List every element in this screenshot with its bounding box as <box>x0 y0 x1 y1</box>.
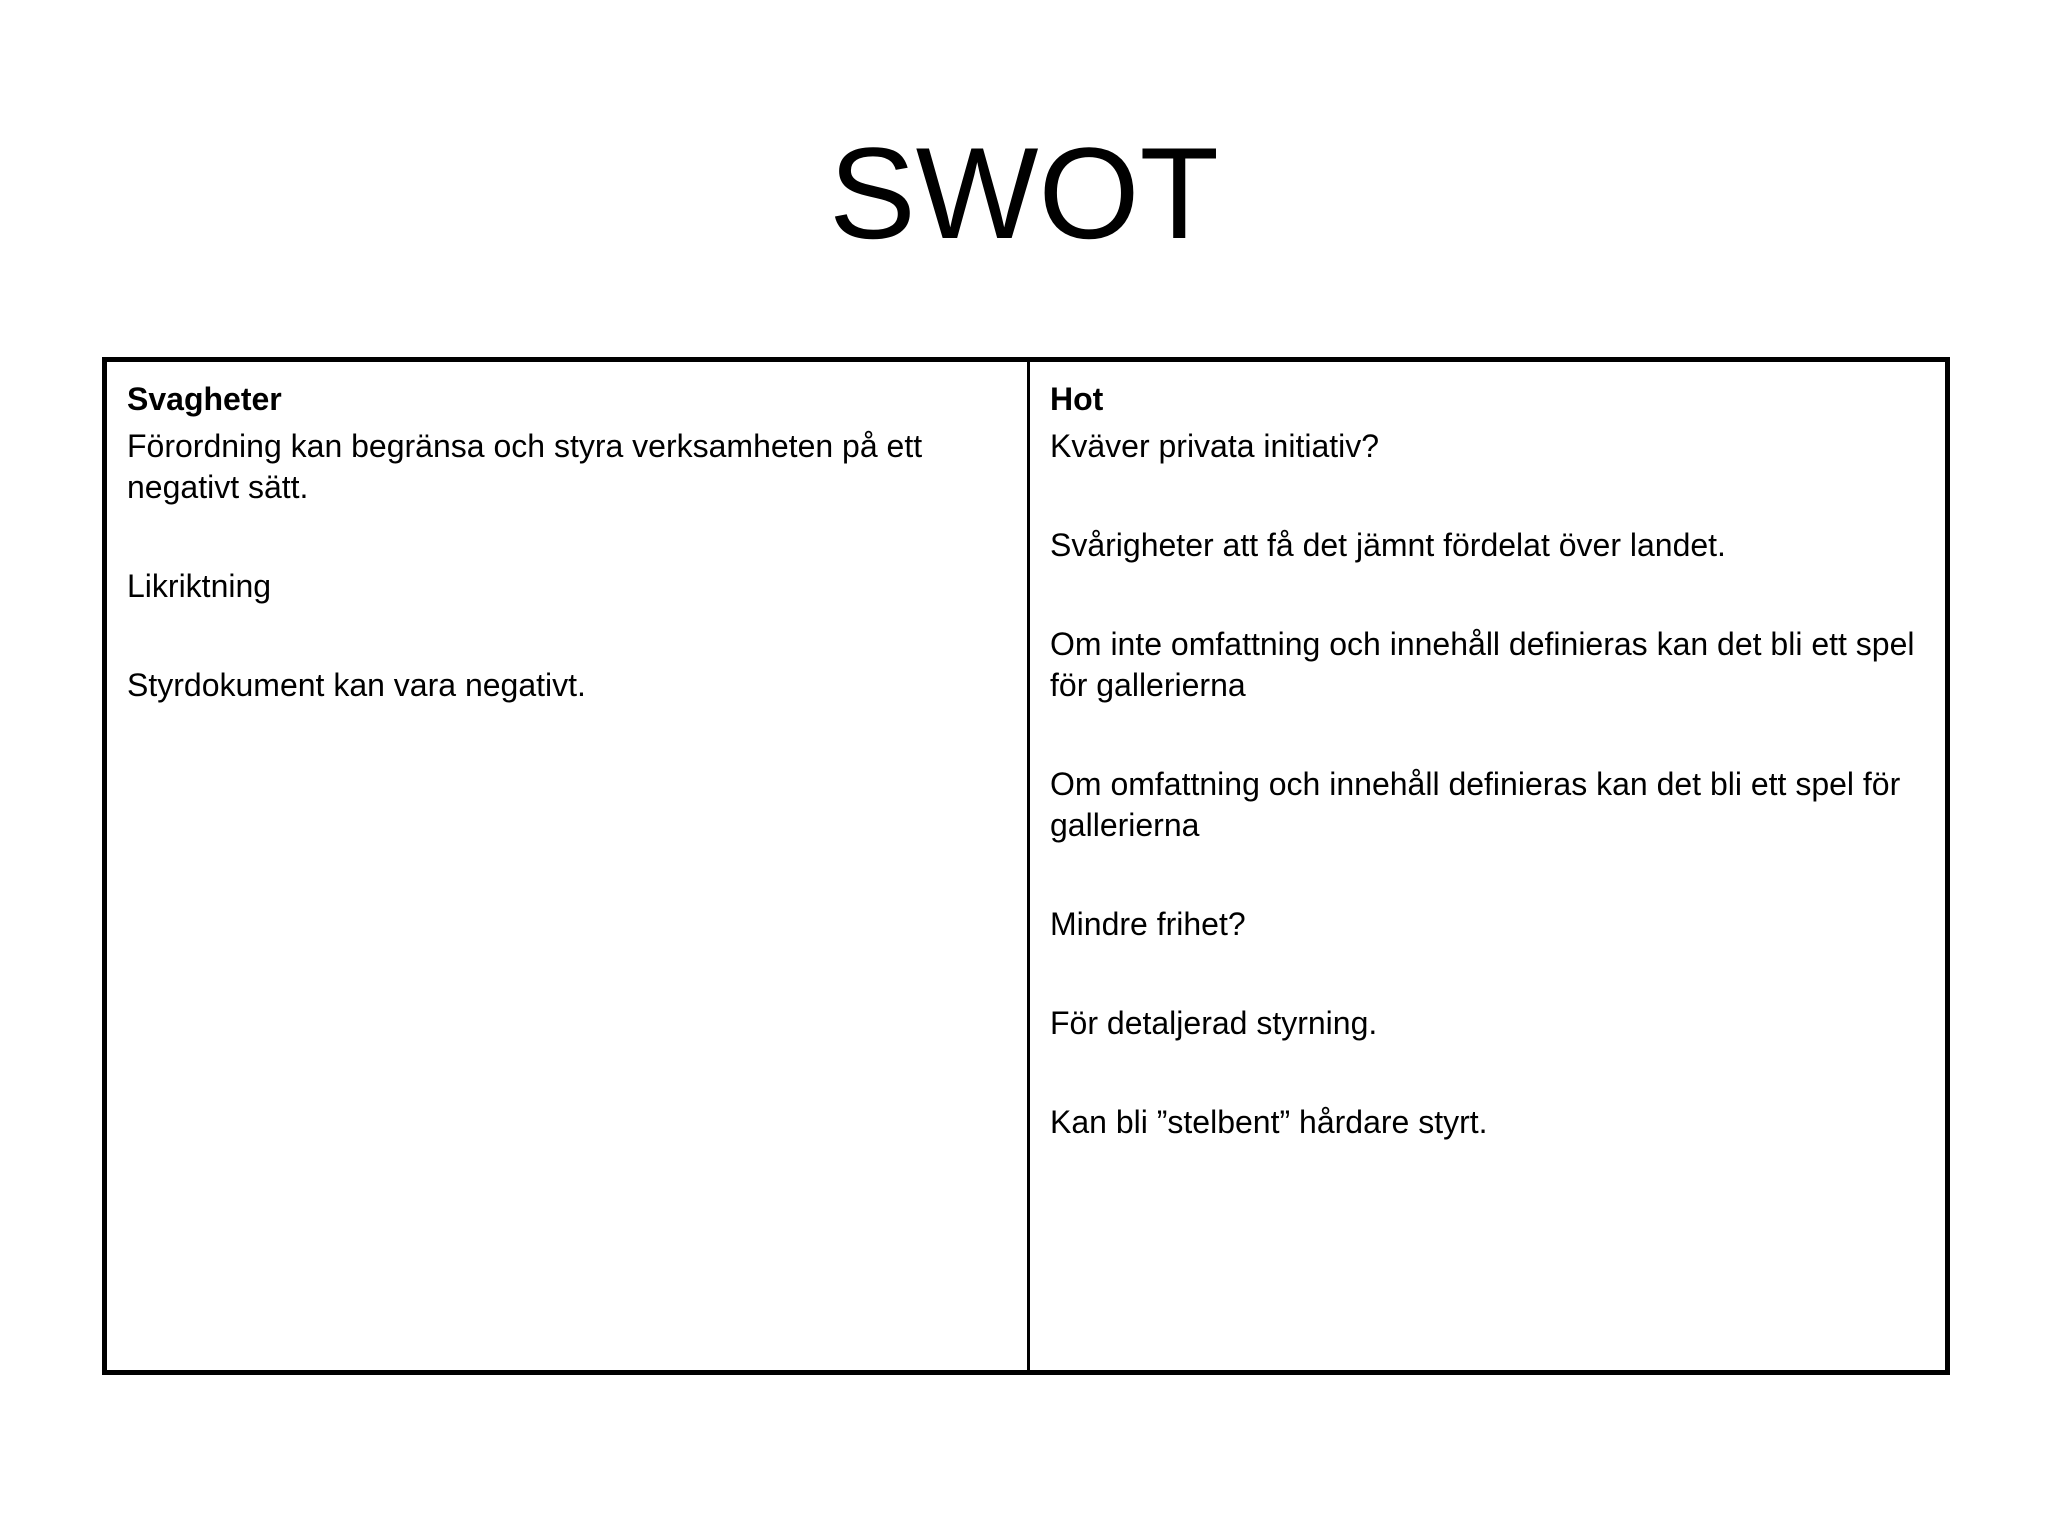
page-title: SWOT <box>829 120 1219 266</box>
threats-cell <box>1030 362 1945 1370</box>
threats-heading: Hot <box>1050 381 1104 417</box>
weakness-item: Likriktning <box>127 568 272 604</box>
threat-item: Om omfattning och innehåll definieras kan det bli ett spel för gallerierna <box>1050 766 1901 843</box>
weakness-item: Förordning kan begränsa och styra verksamheten på ett negativt sätt. <box>127 428 923 505</box>
weaknesses-heading: Svagheter <box>127 381 282 417</box>
threat-item: Om inte omfattning och innehåll definieras kan det bli ett spel för gallerierna <box>1050 626 1915 703</box>
threat-item: Mindre frihet? <box>1050 906 1246 942</box>
swot-table <box>102 357 1950 1375</box>
threat-item: För detaljerad styrning. <box>1050 1005 1378 1041</box>
weakness-item: Styrdokument kan vara negativt. <box>127 667 586 703</box>
threat-item: Svårigheter att få det jämnt fördelat över landet. <box>1050 527 1726 563</box>
threat-item: Kan bli ”stelbent” hårdare styrt. <box>1050 1104 1488 1140</box>
weaknesses-cell <box>107 362 1030 1370</box>
threat-item: Kväver privata initiativ? <box>1050 428 1380 464</box>
